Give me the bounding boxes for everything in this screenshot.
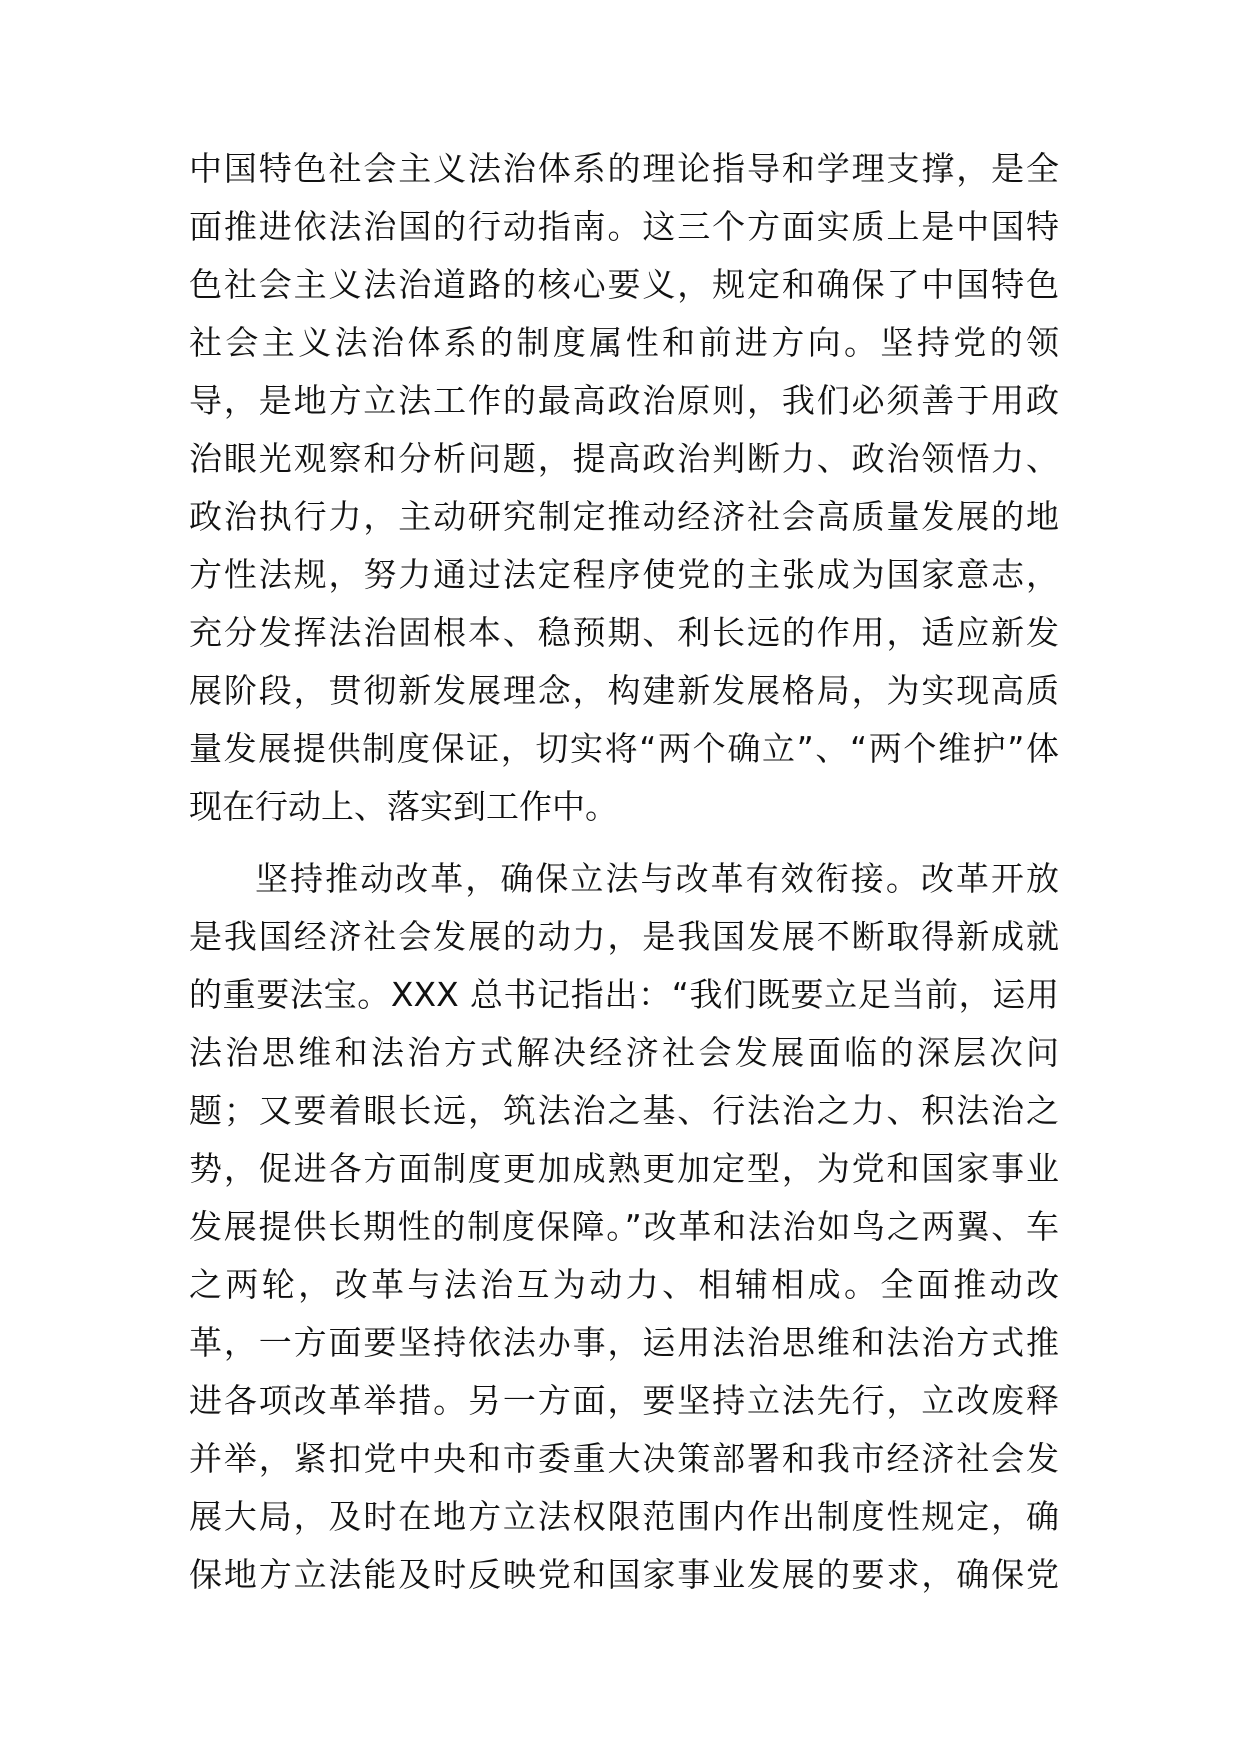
text-line: 坚持推动改革，确保立法与改革有效衔接。改革开放 (255, 859, 1059, 898)
text-line: 展阶段，贯彻新发展理念，构建新发展格局，为实现高质 (189, 671, 1059, 710)
text-line: 进各项改革举措。另一方面，要坚持立法先行，立改废释 (189, 1381, 1059, 1420)
text-line: 的重要法宝。XXX 总书记指出：“我们既要立足当前，运用 (189, 975, 1059, 1014)
text-line: 现在行动上、落实到工作中。 (189, 787, 618, 826)
text-line: 题；又要着眼长远，筑法治之基、行法治之力、积法治之 (189, 1091, 1059, 1130)
text-line: 充分发挥法治固根本、稳预期、利长远的作用，适应新发 (189, 613, 1059, 652)
text-line: 社会主义法治体系的制度属性和前进方向。坚持党的领 (189, 323, 1059, 362)
text-line: 色社会主义法治道路的核心要义，规定和确保了中国特色 (189, 265, 1059, 304)
text-line: 保地方立法能及时反映党和国家事业发展的要求，确保党 (189, 1555, 1059, 1594)
paragraph-2 (189, 850, 1059, 1604)
text-line: 展大局，及时在地方立法权限范围内作出制度性规定，确 (189, 1497, 1059, 1536)
text-line: 革，一方面要坚持依法办事，运用法治思维和法治方式推 (189, 1323, 1059, 1362)
text-line: 发展提供长期性的制度保障。”改革和法治如鸟之两翼、车 (189, 1207, 1059, 1246)
text-line: 导，是地方立法工作的最高政治原则，我们必须善于用政 (189, 381, 1059, 420)
text-line: 面推进依法治国的行动指南。这三个方面实质上是中国特 (189, 207, 1059, 246)
text-line: 中国特色社会主义法治体系的理论指导和学理支撑，是全 (189, 149, 1059, 188)
text-line: 是我国经济社会发展的动力，是我国发展不断取得新成就 (189, 917, 1059, 956)
text-line: 法治思维和法治方式解决经济社会发展面临的深层次问 (189, 1033, 1059, 1072)
paragraph-1 (189, 140, 1059, 836)
document-body (189, 140, 1059, 1604)
paragraph-spacer (189, 836, 1059, 850)
text-line: 治眼光观察和分析问题，提高政治判断力、政治领悟力、 (189, 439, 1059, 478)
text-line: 并举，紧扣党中央和市委重大决策部署和我市经济社会发 (189, 1439, 1059, 1478)
text-line: 量发展提供制度保证，切实将“两个确立”、“两个维护”体 (189, 729, 1059, 768)
text-line: 势，促进各方面制度更加成熟更加定型，为党和国家事业 (189, 1149, 1059, 1188)
text-line: 政治执行力，主动研究制定推动经济社会高质量发展的地 (189, 497, 1059, 536)
text-line: 之两轮，改革与法治互为动力、相辅相成。全面推动改 (189, 1265, 1059, 1304)
text-line: 方性法规，努力通过法定程序使党的主张成为国家意志， (189, 555, 1059, 594)
